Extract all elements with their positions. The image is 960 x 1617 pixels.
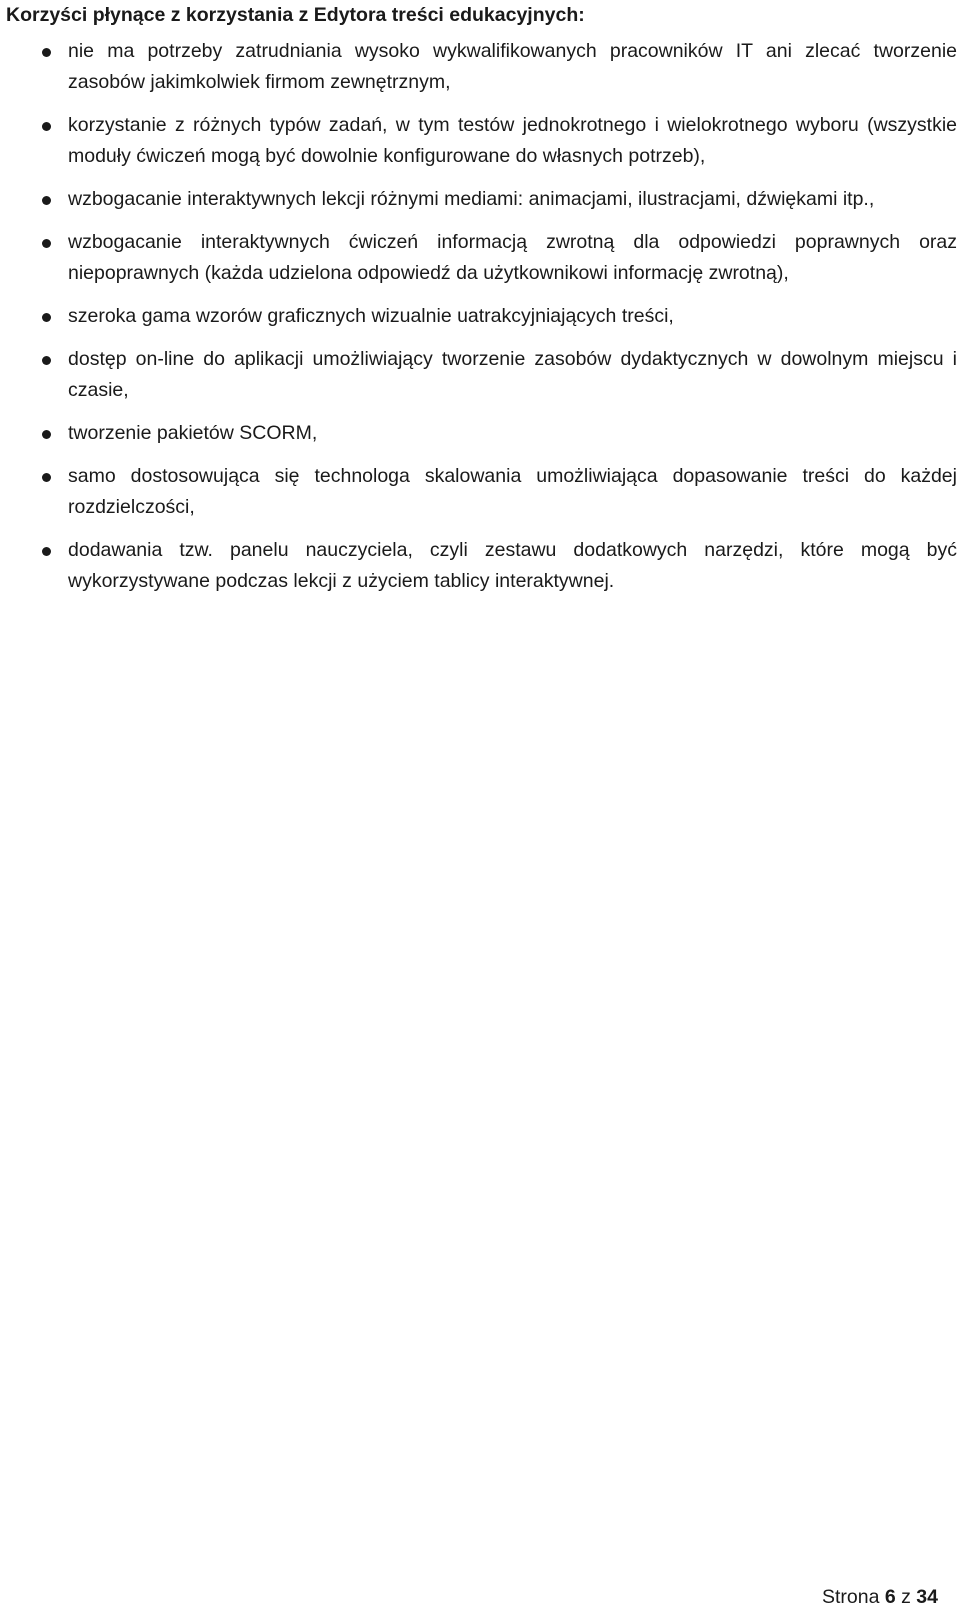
page-label: Strona bbox=[821, 1586, 880, 1608]
list-item bbox=[0, 301, 957, 332]
list-item-text: dodawania tzw. panelu nauczyciela, czyli zestawu dodatkowych narzędzi, które mogą być wykorzystywane podczas lekcji z użyciem tablicy interaktywnej. bbox=[68, 539, 957, 592]
benefits-list bbox=[0, 36, 960, 609]
bullet-dot-icon bbox=[42, 547, 51, 556]
list-item bbox=[0, 418, 957, 449]
total-page-count: 34 bbox=[916, 1586, 938, 1608]
list-item bbox=[0, 184, 957, 215]
bullet-dot-icon bbox=[42, 473, 51, 482]
list-item-text: wzbogacanie interaktywnych lekcji różnymi mediami: animacjami, ilustracjami, dźwiękami itp., bbox=[68, 188, 875, 210]
page-number-footer bbox=[822, 1583, 938, 1611]
list-item-text: samo dostosowująca się technologa skalowania umożliwiająca dopasowanie treści do każdej rozdzielczości, bbox=[68, 465, 957, 518]
bullet-dot-icon bbox=[42, 48, 51, 57]
list-item bbox=[0, 36, 957, 98]
bullet-dot-icon bbox=[42, 122, 51, 131]
list-item bbox=[0, 461, 957, 523]
list-item-text: szeroka gama wzorów graficznych wizualnie uatrakcyjniających treści, bbox=[68, 305, 674, 327]
bullet-dot-icon bbox=[42, 356, 51, 365]
list-item-text: dostęp on-line do aplikacji umożliwiający tworzenie zasobów dydaktycznych w dowolnym miejscu i czasie, bbox=[68, 348, 957, 401]
current-page-number: 6 bbox=[884, 1586, 896, 1608]
list-item bbox=[0, 344, 957, 406]
bullet-dot-icon bbox=[42, 313, 51, 322]
list-item-text: tworzenie pakietów SCORM, bbox=[68, 422, 318, 444]
list-item bbox=[0, 227, 957, 289]
bullet-dot-icon bbox=[42, 430, 51, 439]
bullet-dot-icon bbox=[42, 196, 51, 205]
page-separator: z bbox=[901, 1586, 911, 1608]
list-item-text: korzystanie z różnych typów zadań, w tym testów jednokrotnego i wielokrotnego wyboru (wszystkie moduły ćwiczeń mogą być dowolnie konfigurowane do własnych potrzeb), bbox=[68, 114, 957, 167]
list-item-text: wzbogacanie interaktywnych ćwiczeń informacją zwrotną dla odpowiedzi poprawnych oraz niepoprawnych (każda udzielona odpowiedź da użytkownikowi informację zwrotną), bbox=[68, 231, 957, 284]
list-item bbox=[0, 535, 957, 597]
list-item bbox=[0, 110, 957, 172]
list-item-text: nie ma potrzeby zatrudniania wysoko wykwalifikowanych pracowników IT ani zlecać tworzenie zasobów jakimkolwiek firmom zewnętrznym, bbox=[68, 40, 957, 93]
section-heading: Korzyści płynące z korzystania z Edytora treści edukacyjnych: bbox=[6, 4, 585, 26]
bullet-dot-icon bbox=[42, 239, 51, 248]
